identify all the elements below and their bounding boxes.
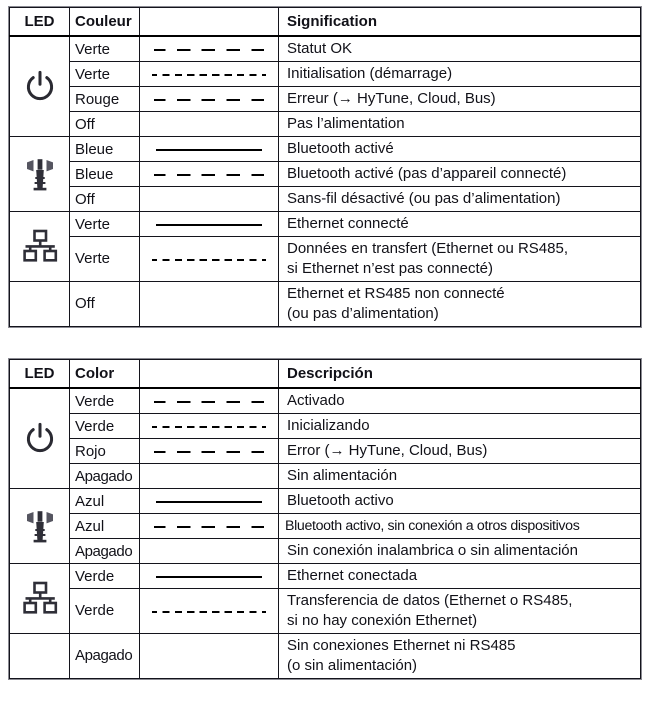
cell-pattern-none	[140, 187, 279, 212]
cell-color: Verte	[70, 36, 140, 62]
power-icon	[24, 70, 56, 104]
description-line-1: Bluetooth activé (pas d’appareil connecté)	[287, 165, 567, 183]
led-icon-cell-power	[10, 388, 70, 489]
led-table-spanish	[9, 359, 641, 679]
table-row	[10, 388, 641, 414]
cell-description	[279, 137, 641, 162]
description-line-1: Bluetooth activé	[287, 140, 394, 158]
ethernet-icon	[22, 229, 58, 263]
cell-color: Verte	[70, 212, 140, 237]
dash-pattern-long	[154, 526, 264, 528]
cell-pattern-long-dash	[140, 36, 279, 62]
cell-color: Off	[70, 112, 140, 137]
cell-description	[279, 414, 641, 439]
cell-description	[279, 464, 641, 489]
cell-description	[279, 388, 641, 414]
led-icon-cell-power	[10, 36, 70, 137]
dash-pattern-long	[154, 99, 264, 101]
cell-description	[279, 87, 641, 112]
description-line-1: Statut OK	[287, 40, 353, 58]
table-row	[10, 633, 641, 678]
description-line-2: si Ethernet n’est pas connecté)	[287, 259, 493, 277]
dash-pattern-long	[154, 401, 264, 403]
cell-color: Verte	[70, 62, 140, 87]
table-row	[10, 87, 641, 112]
header-pattern	[140, 8, 279, 37]
cell-color: Apagado	[70, 633, 140, 678]
cell-color: Bleue	[70, 162, 140, 187]
dash-pattern-long	[154, 451, 264, 453]
table-row	[10, 162, 641, 187]
cell-color: Off	[70, 187, 140, 212]
cell-description	[279, 564, 641, 589]
description-line-1: Sans-fil désactivé (ou pas d’alimentation)	[287, 190, 561, 208]
solid-line-pattern	[156, 576, 262, 578]
dash-pattern-short	[152, 74, 266, 76]
description-line-1: Ethernet et RS485 non connecté	[287, 284, 505, 302]
led-table-french-wrapper	[8, 6, 642, 328]
table-row	[10, 62, 641, 87]
table-row	[10, 564, 641, 589]
cell-description	[279, 36, 641, 62]
cell-description	[279, 439, 641, 464]
cell-description	[279, 112, 641, 137]
cell-pattern-short-dash	[140, 589, 279, 634]
cell-color: Azul	[70, 489, 140, 514]
table-row	[10, 589, 641, 634]
ethernet-icon	[22, 581, 58, 615]
description-line-1: Pas l’alimentation	[287, 115, 405, 133]
cell-pattern-long-dash	[140, 388, 279, 414]
table-row	[10, 489, 641, 514]
table-row	[10, 237, 641, 282]
table-row	[10, 137, 641, 162]
cell-pattern-solid	[140, 212, 279, 237]
description-line-1: Sin conexiones Ethernet ni RS485	[287, 636, 516, 654]
cell-pattern-solid	[140, 137, 279, 162]
table-row	[10, 212, 641, 237]
description-line-1: Bluetooth activo	[287, 492, 394, 510]
cell-description	[279, 187, 641, 212]
description-line-2: (ou pas d’alimentation)	[287, 304, 439, 322]
cell-color: Rojo	[70, 439, 140, 464]
cell-color: Off	[70, 281, 140, 326]
cell-color: Verde	[70, 564, 140, 589]
cell-pattern-solid	[140, 564, 279, 589]
led-icon-cell-empty	[10, 281, 70, 326]
cell-pattern-long-dash	[140, 87, 279, 112]
cell-pattern-none	[140, 281, 279, 326]
header-color: Color	[70, 360, 140, 389]
description-line-1: Données en transfert (Ethernet ou RS485,	[287, 240, 569, 257]
led-icon-cell-empty	[10, 633, 70, 678]
cell-color: Bleue	[70, 137, 140, 162]
table-row	[10, 112, 641, 137]
led-icon-cell-ethernet	[10, 212, 70, 282]
cell-pattern-short-dash	[140, 414, 279, 439]
cell-description	[279, 539, 641, 564]
led-icon-cell-ethernet	[10, 564, 70, 634]
led-table-french	[9, 7, 641, 327]
table-row	[10, 539, 641, 564]
description-line-1: Sin alimentación	[287, 467, 398, 485]
description-line-1: Ethernet conectada	[287, 567, 418, 585]
cell-pattern-none	[140, 464, 279, 489]
led-icon-cell-wireless	[10, 489, 70, 564]
cell-color: Apagado	[70, 539, 140, 564]
description-line-1: Ethernet connecté	[287, 215, 409, 233]
description-line-2: si no hay conexión Ethernet)	[287, 611, 478, 629]
dash-pattern-short	[152, 259, 266, 261]
table-row	[10, 439, 641, 464]
description-line-2: (o sin alimentación)	[287, 656, 418, 674]
description-line-1: Erreur (→ HyTune, Cloud, Bus)	[287, 90, 496, 108]
header-led: LED	[10, 360, 70, 389]
power-icon	[24, 422, 56, 456]
cell-description	[279, 162, 641, 187]
cell-pattern-long-dash	[140, 514, 279, 539]
cell-color: Verde	[70, 414, 140, 439]
dash-pattern-long	[154, 174, 264, 176]
table-row	[10, 514, 641, 539]
description-line-1: Error (→ HyTune, Cloud, Bus)	[287, 442, 488, 460]
antenna-icon	[23, 508, 57, 544]
table-row	[10, 414, 641, 439]
led-table-spanish-wrapper	[8, 358, 642, 680]
cell-pattern-none	[140, 539, 279, 564]
cell-description	[279, 62, 641, 87]
cell-description	[279, 237, 641, 282]
table-row	[10, 464, 641, 489]
cell-description	[279, 281, 641, 326]
cell-pattern-none	[140, 633, 279, 678]
description-line-1: Sin conexión inalambrica o sin alimentación	[287, 542, 578, 560]
table-header-row	[10, 360, 641, 389]
cell-color: Verte	[70, 237, 140, 282]
header-description: Descripción	[279, 360, 641, 389]
table-row	[10, 281, 641, 326]
table-header-row	[10, 8, 641, 37]
antenna-icon	[23, 156, 57, 192]
header-meaning: Signification	[279, 8, 641, 37]
cell-description	[279, 212, 641, 237]
header-pattern	[140, 360, 279, 389]
cell-color: Verde	[70, 589, 140, 634]
cell-description	[279, 489, 641, 514]
solid-line-pattern	[156, 149, 262, 151]
header-color: Couleur	[70, 8, 140, 37]
header-led: LED	[10, 8, 70, 37]
cell-pattern-long-dash	[140, 162, 279, 187]
description-line-1: Initialisation (démarrage)	[287, 65, 453, 83]
dash-pattern-short	[152, 611, 266, 613]
cell-description	[279, 633, 641, 678]
dash-pattern-short	[152, 426, 266, 428]
cell-color: Rouge	[70, 87, 140, 112]
solid-line-pattern	[156, 224, 262, 226]
dash-pattern-long	[154, 49, 264, 51]
cell-pattern-short-dash	[140, 62, 279, 87]
cell-color: Apagado	[70, 464, 140, 489]
description-line-1: Bluetooth activo, sin conexión a otros dispositivos	[285, 517, 580, 534]
solid-line-pattern	[156, 501, 262, 503]
cell-description	[279, 589, 641, 634]
cell-color: Verde	[70, 388, 140, 414]
table-row	[10, 187, 641, 212]
led-icon-cell-wireless	[10, 137, 70, 212]
cell-pattern-long-dash	[140, 439, 279, 464]
cell-description	[279, 514, 641, 539]
description-line-1: Activado	[287, 392, 345, 410]
cell-pattern-none	[140, 112, 279, 137]
description-line-1: Transferencia de datos (Ethernet o RS485,	[287, 592, 573, 609]
description-line-1: Inicializando	[287, 417, 370, 435]
cell-pattern-short-dash	[140, 237, 279, 282]
table-row	[10, 36, 641, 62]
cell-pattern-solid	[140, 489, 279, 514]
cell-color: Azul	[70, 514, 140, 539]
